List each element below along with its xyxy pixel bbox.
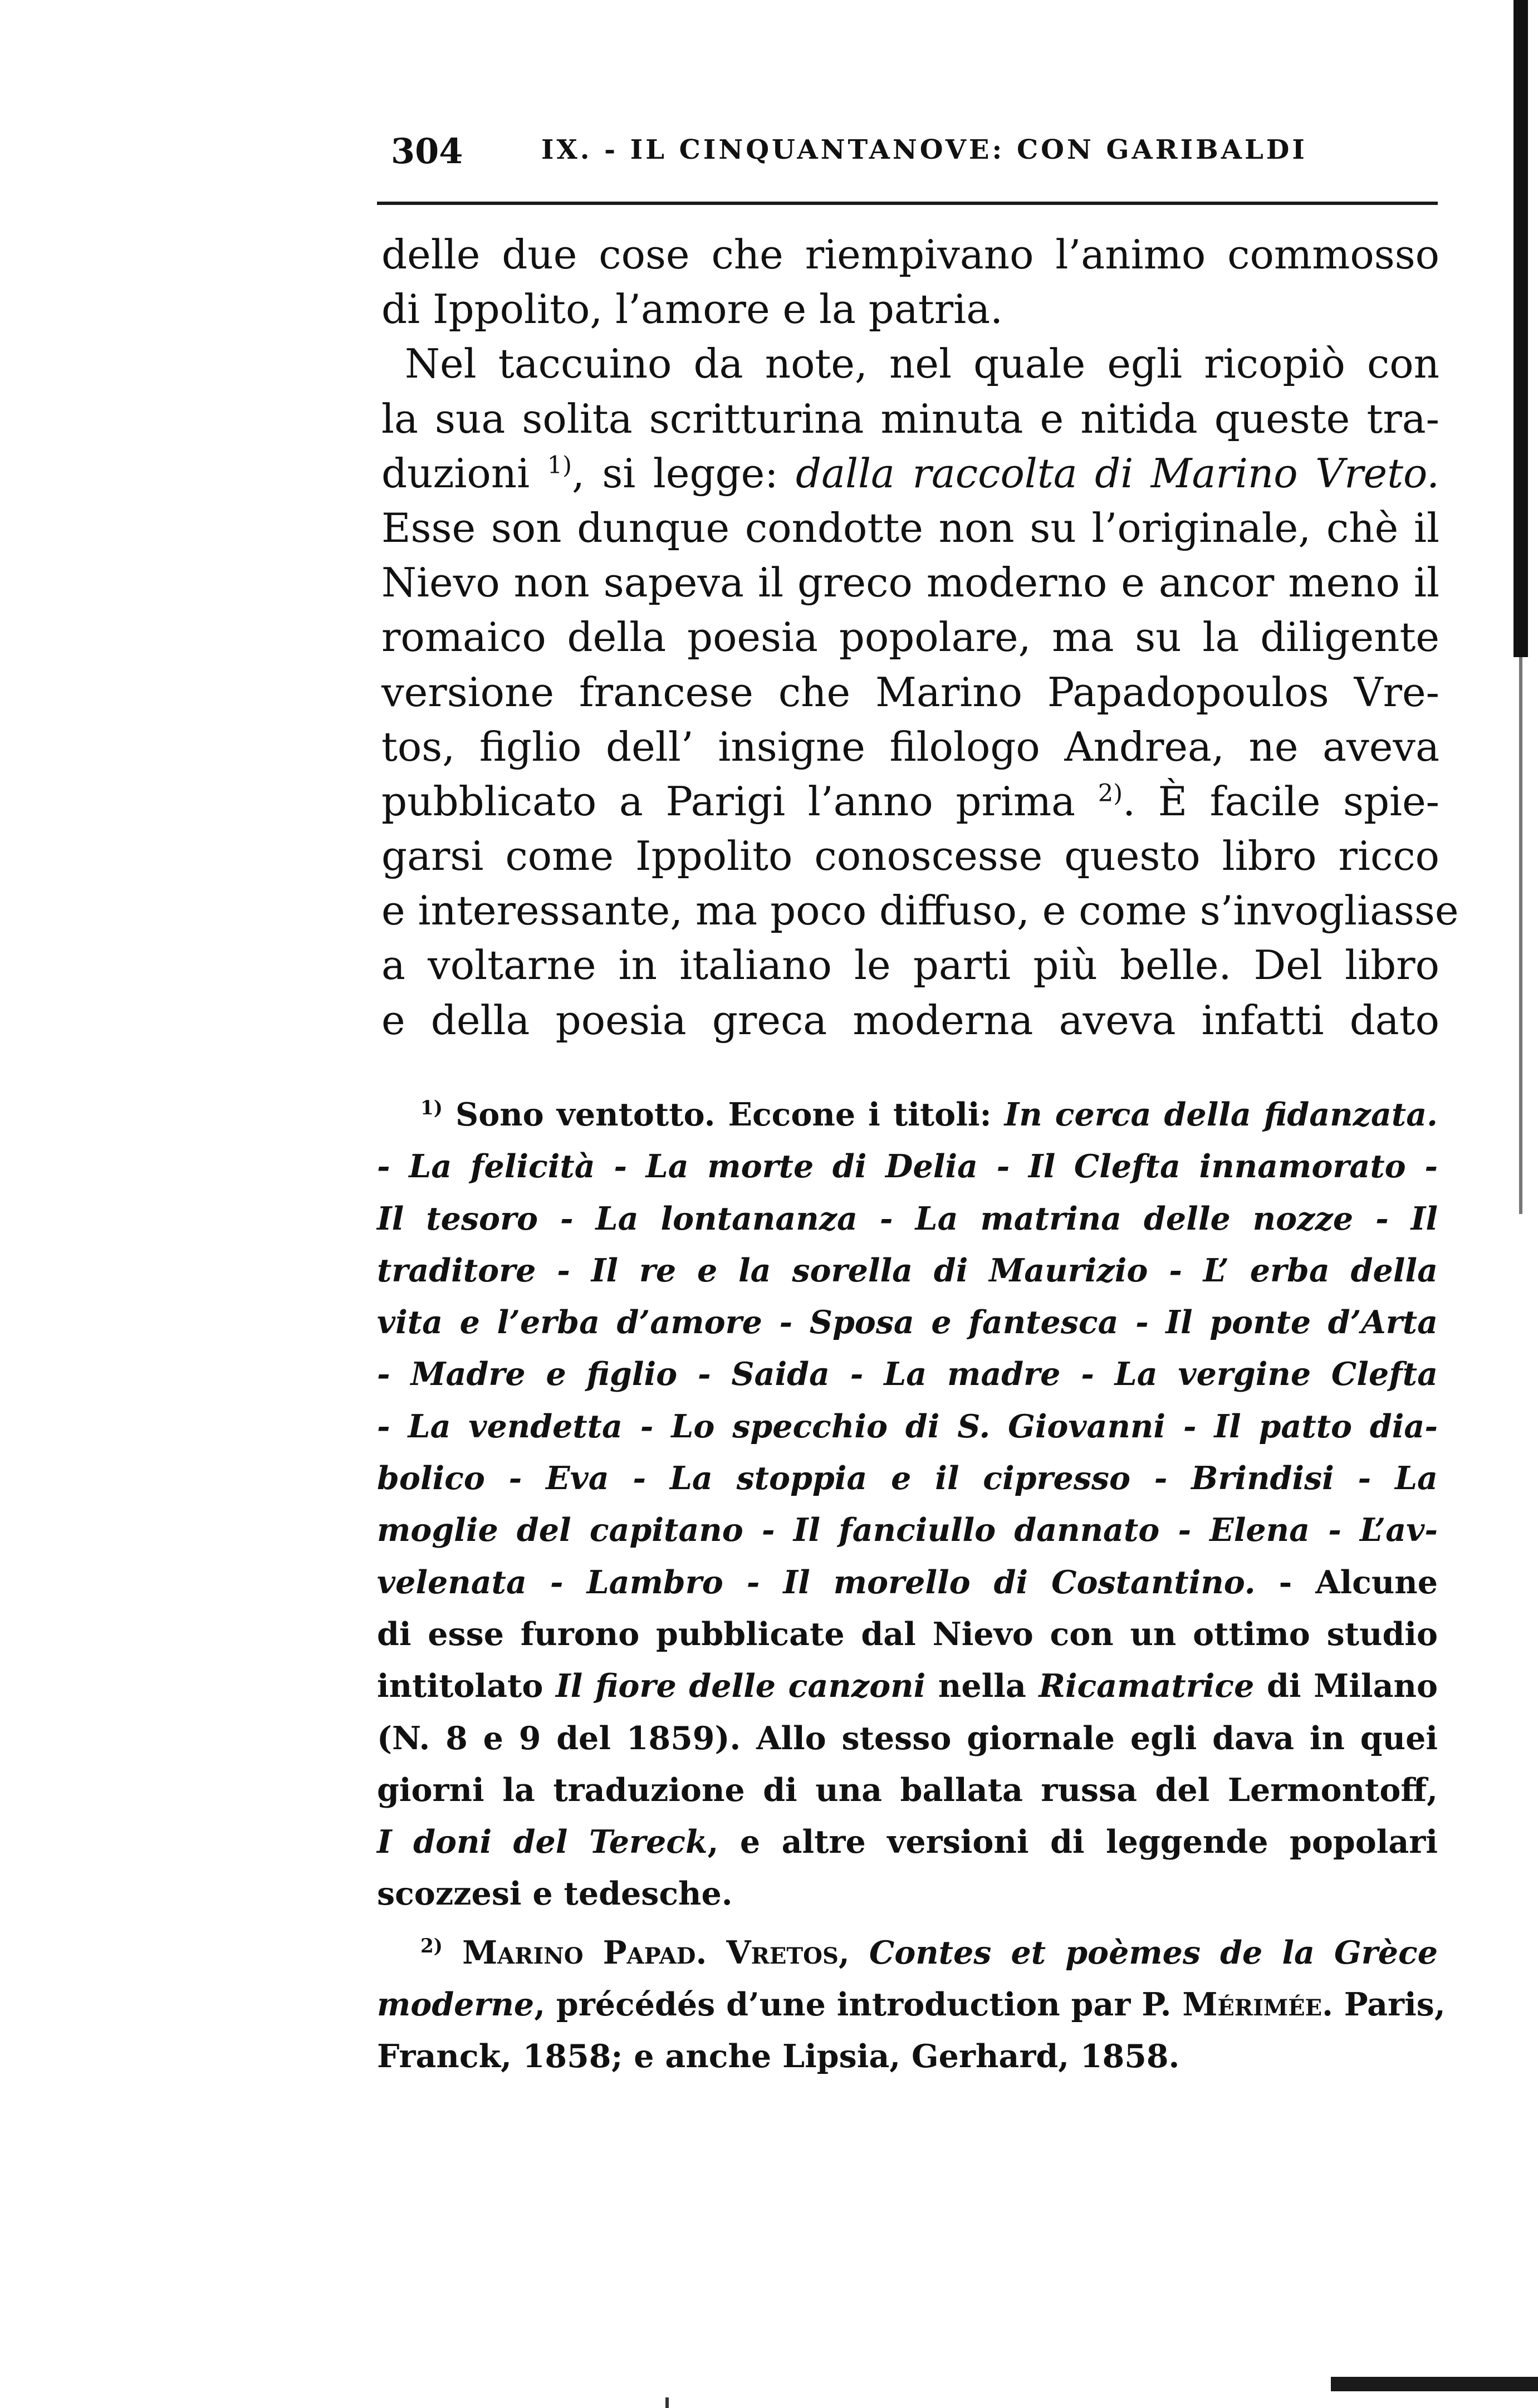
- footnotes: [377, 1089, 1446, 2083]
- text-line: Nel taccuino da note, nel quale egli ricopiò con: [405, 340, 1439, 388]
- main-text: [381, 227, 1459, 1048]
- footnote-line: Franck, 1858; e anche Lipsia, Gerhard, 1858.: [377, 2038, 1180, 2076]
- footnote-line: [377, 1927, 1438, 1979]
- footnote-line: (N. 8 e 9 del 1859). Allo stesso giornale egli dava in quei: [377, 1719, 1438, 1757]
- page-header: [391, 131, 1421, 181]
- text-line: Nievo non sapeva il greco moderno e ancor meno il: [381, 559, 1439, 606]
- footnote-2: [377, 1927, 1446, 2083]
- footnote-line: moglie del capitano - Il fanciullo dannato - Elena - L’av-: [377, 1511, 1438, 1549]
- text-line: romaico della poesia popolare, ma su la diligente: [381, 614, 1439, 661]
- title-fragment: I doni del Tereck: [377, 1823, 708, 1861]
- text-line: di Ippolito, l’amore e la patria.: [381, 286, 1003, 333]
- source-citation: dalla raccolta di Marino Vreto.: [795, 449, 1439, 497]
- journal-name: Ricamatrice: [1039, 1667, 1255, 1705]
- footnote-line: giorni la traduzione di una ballata russa del Lermontoff,: [377, 1771, 1438, 1809]
- text-line: a voltarne in italiano le parti più belle. Del libro: [381, 942, 1439, 989]
- text-fragment: ,: [838, 1934, 869, 1971]
- text-line: Esse son dunque condotte non su l’originale, chè il: [381, 504, 1439, 551]
- footnote-1: [377, 1089, 1438, 1920]
- footnote-line: di esse furono pubblicate dal Nievo con un ottimo studio: [377, 1615, 1438, 1653]
- text-fragment: - Alcune: [1255, 1563, 1438, 1601]
- text-fragment: duzioni: [381, 449, 547, 497]
- text-line: [381, 774, 1439, 829]
- text-line: e interessante, ma poco diffuso, e come s’invogliasse: [381, 887, 1459, 934]
- author-name: Marino Papad. Vretos: [442, 1934, 839, 1971]
- page-number: 304: [391, 131, 463, 172]
- footnote-line: - La felicità - La morte di Delia - Il Clefta innamorato -: [377, 1148, 1438, 1186]
- footnote-line: bolico - Eva - La stoppia e il cipresso - Brindisi - La: [377, 1460, 1438, 1497]
- text-line: garsi come Ippolito conoscesse questo libro ricco: [381, 833, 1439, 880]
- footnote-line: Il tesoro - La lontananza - La matrina delle nozze - Il: [377, 1200, 1438, 1237]
- text-line: tos, figlio dell’ insigne filologo Andrea, ne aveva: [381, 723, 1439, 770]
- title-fragment: Il fiore delle canzoni: [556, 1667, 926, 1705]
- text-line: [381, 446, 1439, 501]
- text-fragment: di Milano: [1254, 1667, 1438, 1705]
- header-rule: [377, 202, 1438, 205]
- title-fragment: velenata - Lambro - Il morello di Costantino.: [377, 1563, 1256, 1601]
- footnote-ref-1: 1): [547, 451, 572, 479]
- author-name: Mérimée: [1182, 1986, 1323, 2024]
- text-fragment: Sono ventotto. Eccone i titoli:: [442, 1096, 1005, 1133]
- footnote-mark: 2): [420, 1935, 443, 1957]
- footnote-line: - Madre e figlio - Saida - La madre - La vergine Clefta: [377, 1355, 1438, 1393]
- scan-edge-shadow: [1513, 0, 1528, 657]
- running-title: IX. - IL CINQUANTANOVE: CON GARIBALDI: [541, 134, 1307, 165]
- footnote-ref-2: 2): [1098, 779, 1123, 807]
- scan-corner-mark: [665, 2397, 669, 2408]
- text-fragment: , e altre versioni di leggende popolari: [707, 1823, 1438, 1861]
- footnote-line: scozzesi e tedesche.: [377, 1875, 733, 1913]
- text-line: la sua solita scritturina minuta e nitida queste tra-: [381, 395, 1439, 442]
- text-fragment: intitolato: [377, 1667, 556, 1705]
- footnote-mark: 1): [420, 1097, 443, 1119]
- scan-bottom-mark: [1331, 2377, 1538, 2391]
- title-fragment: Contes et poèmes de la Grèce: [869, 1934, 1438, 1971]
- footnote-line: [377, 1660, 1438, 1712]
- text-fragment: . Paris,: [1322, 1986, 1446, 2024]
- title-fragment: moderne: [377, 1986, 535, 2024]
- footnote-line: [377, 1089, 1438, 1141]
- footnote-line: vita e l’erba d’amore - Sposa e fantesca - Il ponte d’Arta: [377, 1304, 1438, 1342]
- footnote-line: [377, 1557, 1438, 1608]
- text-line: e della poesia greca moderna aveva infatti dato: [381, 996, 1439, 1044]
- text-fragment: pubblicato a Parigi l’anno prima: [381, 777, 1098, 825]
- footnote-line: traditore - Il re e la sorella di Maurizio - L’ erba della: [377, 1251, 1438, 1289]
- text-fragment: . È facile spie-: [1123, 777, 1440, 825]
- title-fragment: In cerca della fidanzata.: [1004, 1096, 1438, 1133]
- scan-edge-line: [1519, 657, 1522, 1214]
- text-fragment: , si legge:: [571, 449, 796, 497]
- footnote-line: [377, 1816, 1438, 1868]
- footnote-line: [377, 1979, 1446, 2030]
- footnote-line: - La vendetta - Lo specchio di S. Giovanni - Il patto dia-: [377, 1407, 1438, 1445]
- text-line: delle due cose che riempivano l’animo commosso: [381, 231, 1439, 278]
- text-fragment: , précédés d’une introduction par P.: [534, 1986, 1183, 2024]
- text-fragment: nella: [925, 1667, 1039, 1705]
- text-line: versione francese che Marino Papadopoulos Vre-: [381, 668, 1439, 716]
